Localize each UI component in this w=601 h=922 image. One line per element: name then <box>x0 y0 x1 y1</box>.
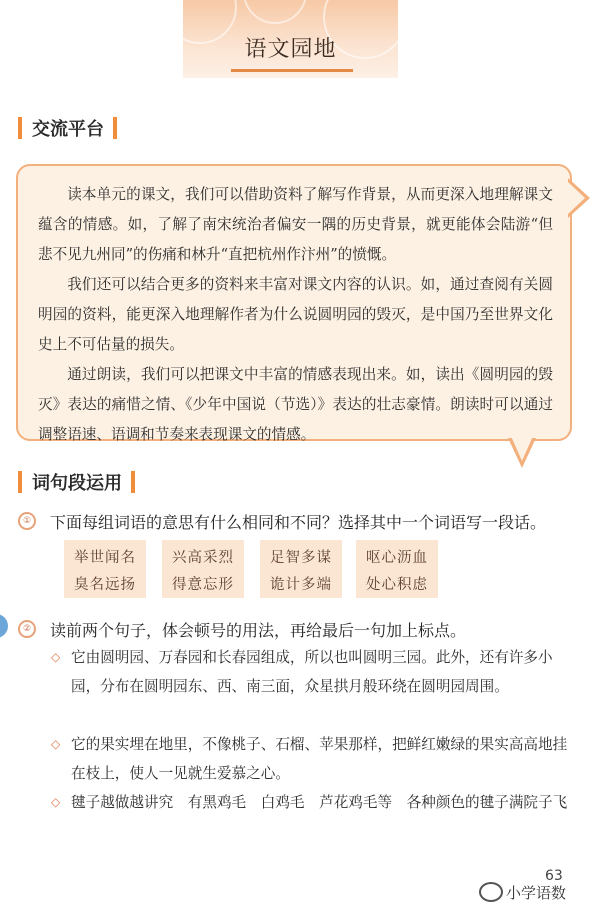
word-bottom: 处心积虑 <box>366 577 428 593</box>
watermark-text: 小学语数 <box>506 884 567 902</box>
title-banner <box>183 0 398 78</box>
question-number-icon: ② <box>18 620 36 638</box>
section-heading-text: 词句段运用 <box>32 473 122 494</box>
word-group <box>260 540 342 598</box>
word-top: 足智多谋 <box>270 550 332 566</box>
word-group <box>64 540 146 598</box>
question-2-text: 读前两个句子，体会顿号的用法，再给最后一句加上标点。 <box>50 621 467 640</box>
word-group <box>356 540 438 598</box>
paragraph: 通过朗读，我们可以把课文中丰富的情感表现出来。如，读出《圆明园的毁灭》表达的痛惜之情、《少年中国说（节选）》表达的壮志豪情。朗读时可以通过调整语速、语调和节奏来表现课文的情感。 <box>38 366 553 443</box>
paragraph: 我们还可以结合更多的资料来丰富对课文内容的认识。如，通过查阅有关圆明园的资料，能更深入地理解作者为什么说圆明园的毁灭，是中国乃至世界文化史上不可估量的损失。 <box>38 276 553 353</box>
title-underline <box>231 69 353 72</box>
heading-bar-left <box>18 117 22 139</box>
word-top: 呕心沥血 <box>366 550 428 566</box>
bubble-tail-right-inner <box>568 182 585 214</box>
word-top: 举世闻名 <box>74 550 136 566</box>
word-group <box>162 540 244 598</box>
question-number-icon: ① <box>18 512 36 530</box>
bubble-text <box>38 180 553 450</box>
example-sentence: 它的果实埋在地里，不像桃子、石榴、苹果那样，把鲜红嫩绿的果实高高地挂在枝上，使人一见就生爱慕之心。 <box>71 736 568 782</box>
heading-bar-left <box>18 471 22 493</box>
page-number: 63 <box>545 868 563 884</box>
diamond-bullet-icon: ◇ <box>51 737 61 751</box>
section-heading-exchange <box>18 116 117 140</box>
section-heading-text: 交流平台 <box>32 119 104 140</box>
paragraph: 读本单元的课文，我们可以借助资料了解写作背景，从而更深入地理解课文蕴含的情感。如，了解了南宋统治者偏安一隅的历史背景，就更能体会陆游“但悲不见九州同”的伤痛和林升“直把杭州作汴州”的愤慨。 <box>38 186 553 263</box>
word-bottom: 得意忘形 <box>172 577 234 593</box>
diamond-bullet-icon: ◇ <box>51 650 61 664</box>
page-title: 语文园地 <box>244 37 337 62</box>
diamond-bullet-icon: ◇ <box>51 795 61 809</box>
side-page-tab <box>0 614 8 638</box>
heading-bar-right <box>131 471 135 493</box>
banner-swirl-decoration <box>243 0 307 24</box>
heading-bar-right <box>113 117 117 139</box>
question-1-text: 下面每组词语的意思有什么相同和不同？选择其中一个词语写一段话。 <box>50 513 547 532</box>
word-bottom: 诡计多端 <box>270 577 332 593</box>
word-top: 兴高采烈 <box>172 550 234 566</box>
section-heading-usage <box>18 470 135 494</box>
wechat-icon <box>479 882 503 902</box>
exercise-sentence: 毽子越做越讲究 有黑鸡毛 白鸡毛 芦花鸡毛等 各种颜色的毽子满院子飞 <box>71 794 568 811</box>
example-sentence: 它由圆明园、万春园和长春园组成，所以也叫圆明三园。此外，还有许多小园，分布在圆明园东、西、南三面，众星拱月般环绕在圆明园周围。 <box>71 649 553 695</box>
word-bottom: 臭名远扬 <box>74 577 136 593</box>
